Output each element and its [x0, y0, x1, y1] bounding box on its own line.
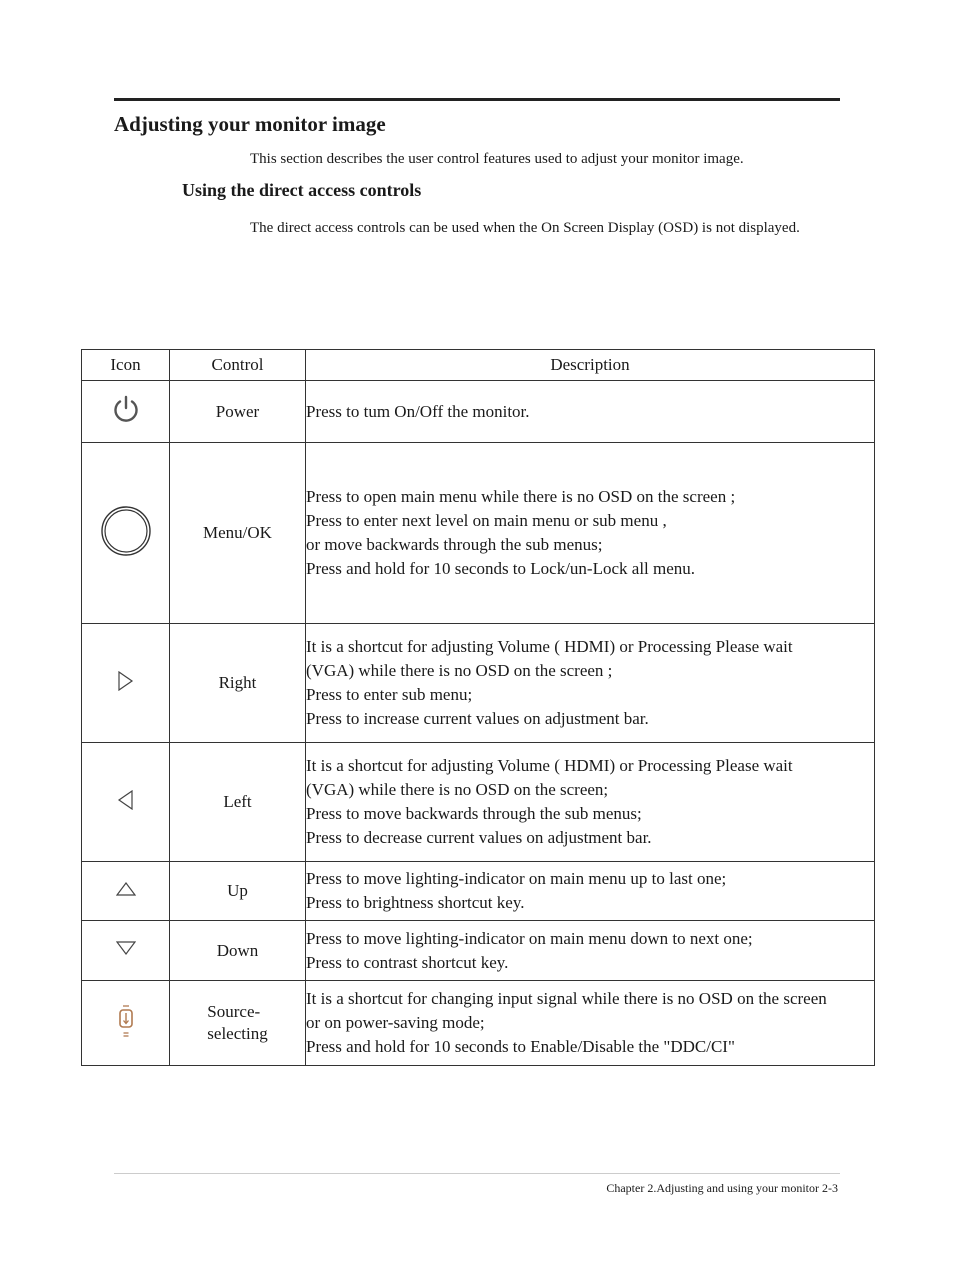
table-row: [82, 624, 875, 743]
control-label-line: selecting: [207, 1024, 268, 1043]
top-rule: [114, 98, 840, 101]
table-row: [82, 743, 875, 862]
control-label: Up: [170, 862, 306, 921]
description-line: Press to open main menu while there is no OSD on the screen ;: [306, 487, 736, 506]
description-cell: [306, 921, 875, 981]
description-line: It is a shortcut for changing input signal while there is no OSD on the screen: [306, 989, 827, 1008]
description-line: Press and hold for 10 seconds to Enable/Disable the "DDC/CI": [306, 1037, 735, 1056]
table-row: [82, 381, 875, 443]
description-cell: [306, 981, 875, 1066]
control-label-line: Source-: [207, 1002, 261, 1021]
control-label: [170, 981, 306, 1066]
description-line: Press and hold for 10 seconds to Lock/un-Lock all menu.: [306, 559, 696, 578]
icon-cell: [82, 862, 170, 921]
description-line: It is a shortcut for adjusting Volume ( HDMI) or Processing Please wait: [306, 756, 793, 775]
control-label: Left: [170, 743, 306, 862]
table-header-row: [82, 350, 875, 381]
description-line: Press to increase current values on adjustment bar.: [306, 709, 649, 728]
intro-text: This section describes the user control features used to adjust your monitor image.: [250, 151, 744, 167]
control-label: Power: [170, 381, 306, 443]
osd-note: The direct access controls can be used when the On Screen Display (OSD) is not displayed.: [250, 220, 800, 236]
icon-cell: [82, 981, 170, 1066]
description-line: Press to move lighting-indicator on main menu down to next one;: [306, 928, 753, 948]
description-cell: [306, 743, 875, 862]
left-arrow-icon: [117, 790, 135, 815]
up-arrow-icon: [116, 881, 136, 902]
description-line: Press to enter next level on main menu or sub menu ,: [306, 511, 667, 530]
control-label: Menu/OK: [170, 443, 306, 624]
table-row: [82, 921, 875, 981]
header-description: Description: [306, 350, 875, 381]
description-line: Press to move backwards through the sub menus;: [306, 804, 642, 823]
description-cell: [306, 381, 875, 443]
controls-table: [81, 349, 875, 1066]
description-cell: [306, 862, 875, 921]
header-control: Control: [170, 350, 306, 381]
source-select-icon: [117, 1003, 135, 1044]
menu-ok-icon: [100, 505, 152, 562]
icon-cell: [82, 743, 170, 862]
description-line: (VGA) while there is no OSD on the screen;: [306, 780, 609, 799]
control-label: Right: [170, 624, 306, 743]
table-row: [82, 981, 875, 1066]
page-title: Adjusting your monitor image: [114, 112, 386, 136]
section-subtitle: Using the direct access controls: [182, 180, 422, 200]
icon-cell: [82, 921, 170, 981]
description-cell: [306, 443, 875, 624]
description-line: (VGA) while there is no OSD on the screen ;: [306, 661, 613, 680]
control-label: Down: [170, 921, 306, 981]
table-row: [82, 862, 875, 921]
description-line: Press to brightness shortcut key.: [306, 893, 525, 912]
description-line: Press to move lighting-indicator on main menu up to last one;: [306, 869, 727, 888]
page-footer: Chapter 2.Adjusting and using your monitor 2-3: [606, 1181, 838, 1195]
description-line: or on power-saving mode;: [306, 1013, 485, 1032]
source-selecting-label: [207, 1001, 267, 1045]
description-line: Press to tum On/Off the monitor.: [306, 401, 530, 421]
down-arrow-icon: [116, 940, 136, 961]
icon-cell: [82, 443, 170, 624]
description-line: Press to contrast shortcut key.: [306, 952, 509, 972]
description-line: It is a shortcut for adjusting Volume ( HDMI) or Processing Please wait: [306, 637, 793, 656]
header-icon: Icon: [82, 350, 170, 381]
right-arrow-icon: [117, 671, 135, 696]
footer-rule: [114, 1173, 840, 1174]
table-row: [82, 443, 875, 624]
description-line: Press to enter sub menu;: [306, 685, 473, 704]
description-line: Press to decrease current values on adjustment bar.: [306, 828, 652, 847]
description-cell: [306, 624, 875, 743]
icon-cell: [82, 624, 170, 743]
icon-cell: [82, 381, 170, 443]
description-line: or move backwards through the sub menus;: [306, 535, 603, 554]
power-icon: [111, 394, 141, 429]
